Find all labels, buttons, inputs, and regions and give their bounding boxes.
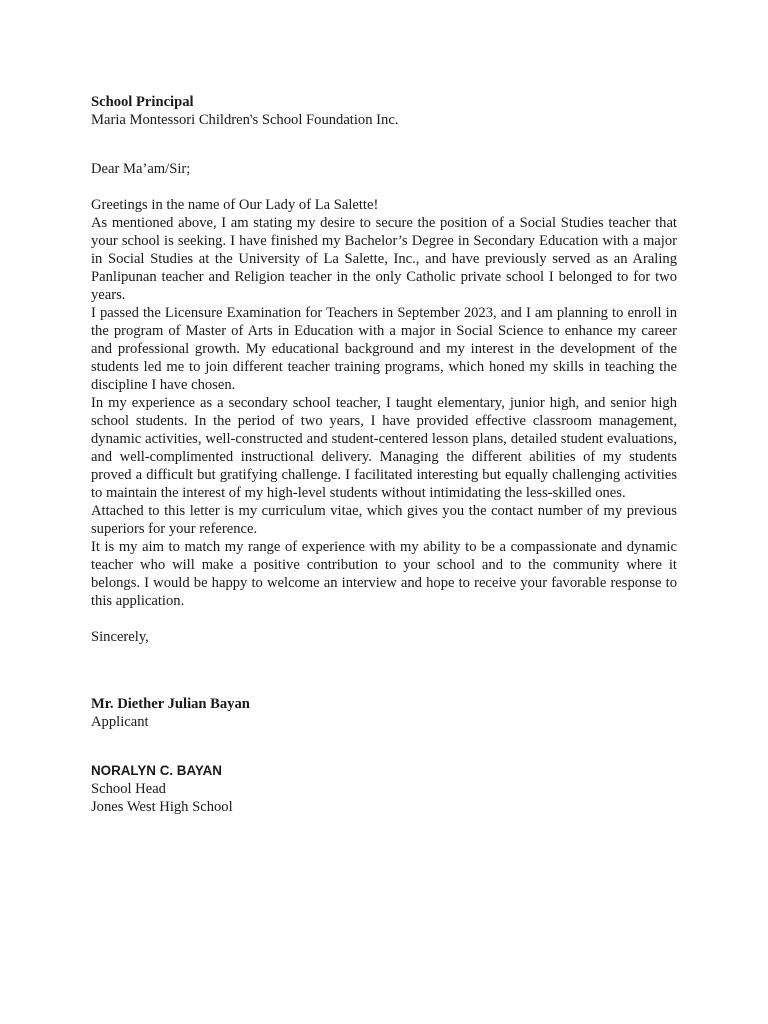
recipient-organization: Maria Montessori Children's School Foundation Inc.: [91, 112, 399, 128]
endorser-block: [91, 762, 677, 816]
signatory-role: Applicant: [91, 714, 149, 730]
paragraph-intent: As mentioned above, I am stating my desire to secure the position of a Social Studies teacher that your school is seeking. I have finished my Bachelor’s Degree in Secondary Education with a major in Social Studies at the University of La Salette, Inc., and have previously served as an Araling Panlipunan teacher and Religion teacher in the only Catholic private school I belonged to for two years.: [91, 215, 677, 303]
paragraph-attachment: Attached to this letter is my curriculum vitae, which gives you the contact number of my previous superiors for your reference.: [91, 503, 677, 537]
greeting: Greetings in the name of Our Lady of La Salette!: [91, 197, 379, 213]
signatory-name: Mr. Diether Julian Bayan: [91, 696, 250, 712]
signatory-block: [91, 695, 677, 731]
salutation: Dear Ma’am/Sir;: [91, 161, 191, 177]
recipient-block: [91, 93, 677, 129]
endorser-school: Jones West High School: [91, 799, 233, 815]
paragraph-education: I passed the Licensure Examination for Teachers in September 2023, and I am planning to enroll in the program of Master of Arts in Education with a major in Social Science to enhance my career and professional growth. My educational background and my interest in the development of the students led me to join different teacher training programs, which honed my skills in teaching the discipline I have chosen.: [91, 305, 677, 393]
recipient-title: School Principal: [91, 94, 194, 110]
letter-page: [91, 93, 677, 816]
endorser-position: School Head: [91, 781, 166, 797]
paragraph-experience: In my experience as a secondary school teacher, I taught elementary, junior high, and senior high school students. In the period of two years, I have provided effective classroom management, dynamic activities, well-constructed and student-centered lesson plans, detailed student evaluations, and well-complimented instructional delivery. Managing the different abilities of my students proved a difficult but gratifying challenge. I facilitated interesting but equally challenging activities to maintain the interest of my high-level students without intimidating the less-skilled ones.: [91, 395, 677, 501]
closing: Sincerely,: [91, 629, 149, 645]
paragraph-aim: It is my aim to match my range of experience with my ability to be a compassionate and dynamic teacher who will make a positive contribution to your school and to the community where it belongs. I would be happy to welcome an interview and hope to receive your favorable response to this application.: [91, 539, 677, 609]
endorser-name: NORALYN C. BAYAN: [91, 763, 222, 778]
